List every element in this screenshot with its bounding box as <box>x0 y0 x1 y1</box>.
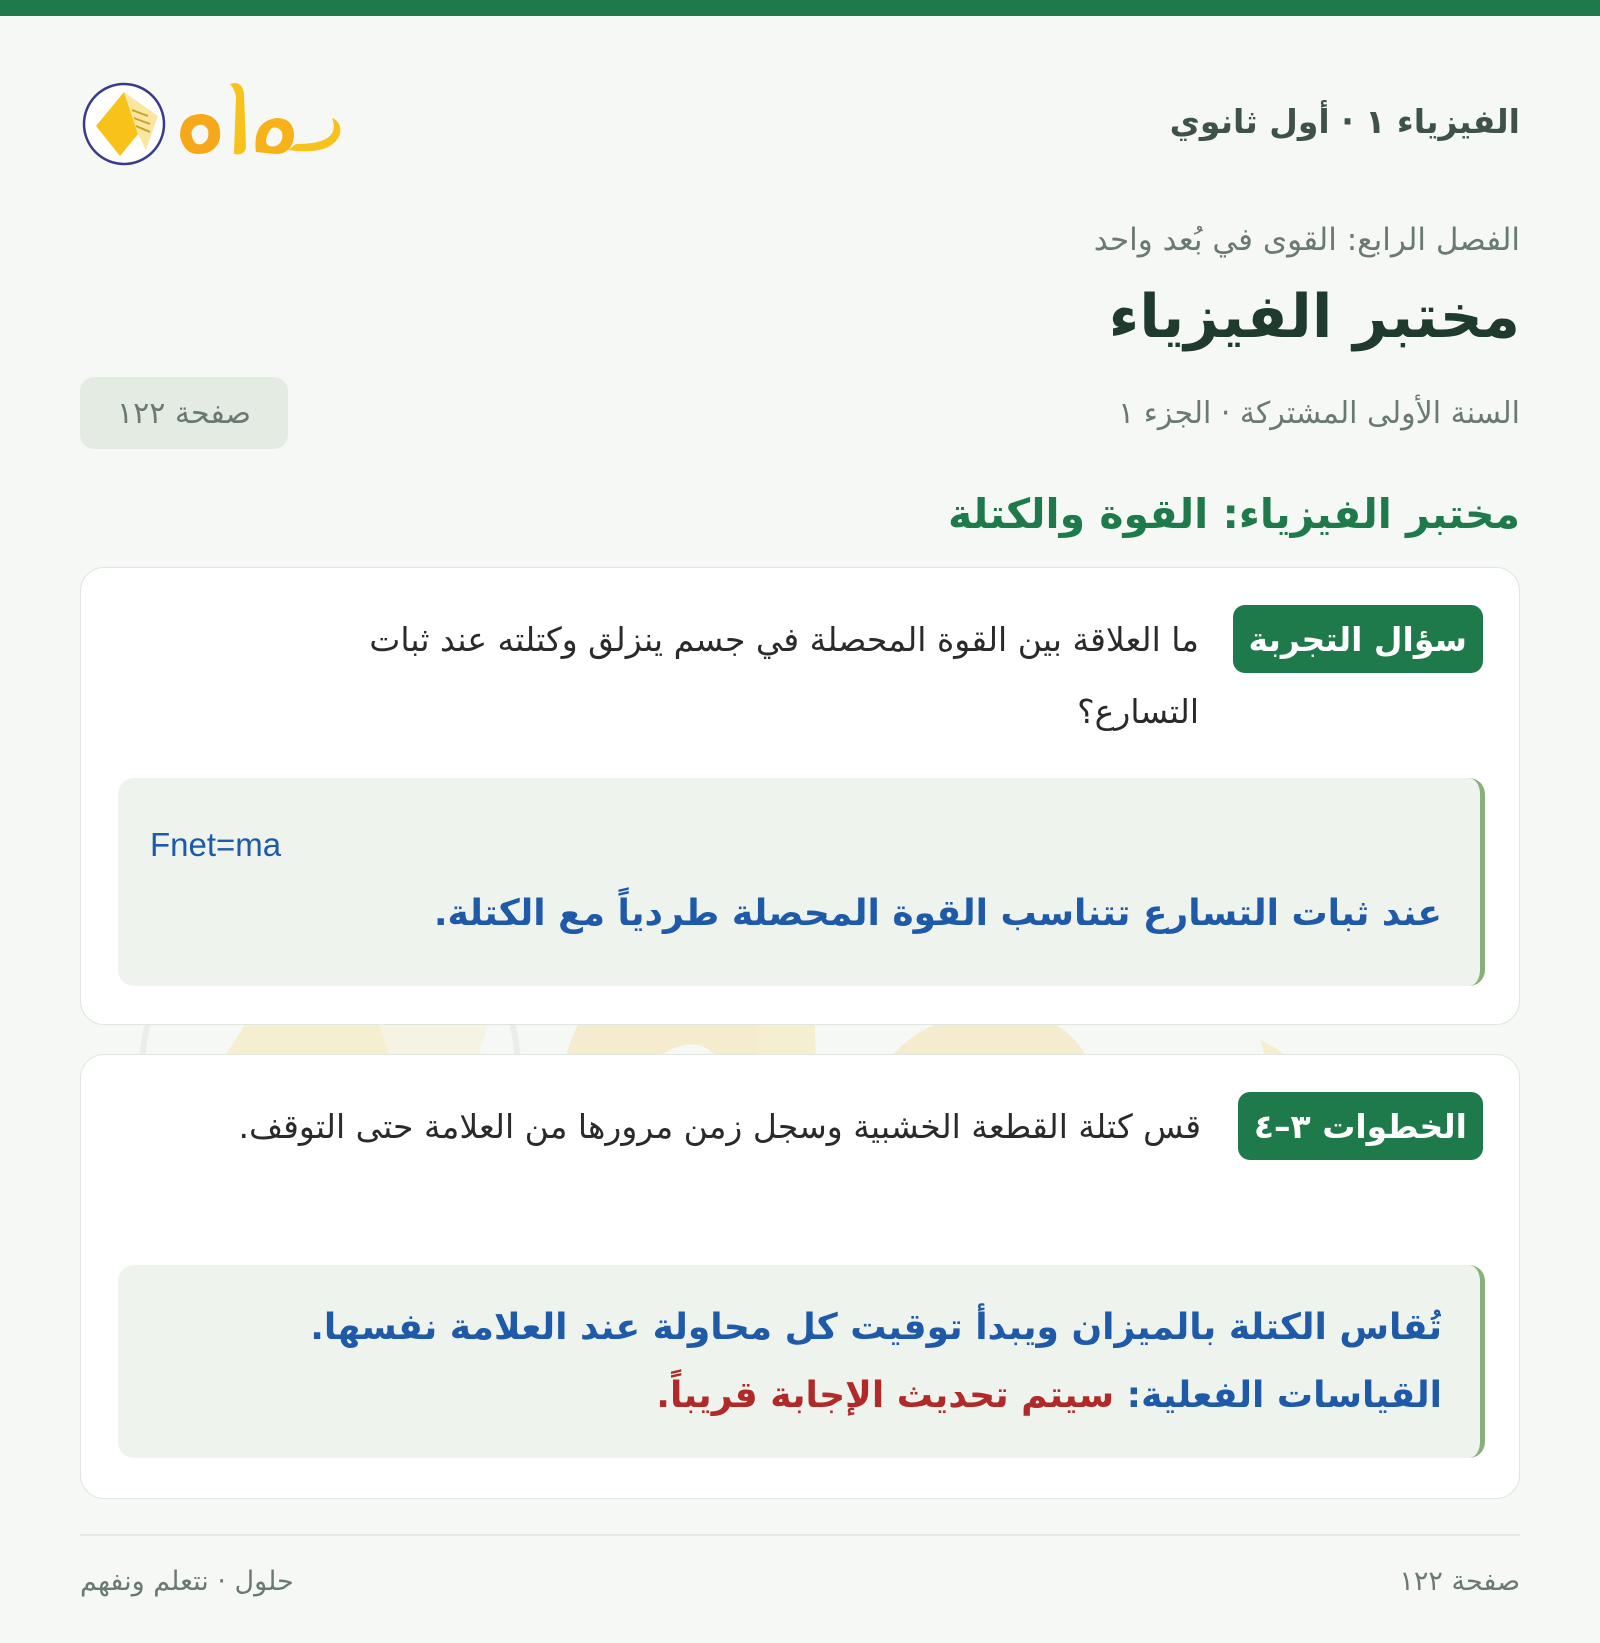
book-icon <box>84 84 164 164</box>
measurements-label: القياسات الفعلية: <box>1114 1375 1442 1416</box>
formula: Fnet=ma <box>150 826 282 863</box>
measurements-line <box>656 1375 1442 1416</box>
hulul-logo <box>80 64 360 184</box>
logo-wordmark <box>180 83 340 154</box>
answer-box <box>118 1265 1485 1458</box>
pending-answer-note: سيتم تحديث الإجابة قريباً. <box>656 1375 1115 1416</box>
page-number-badge: صفحة ١٢٢ <box>80 377 288 449</box>
page-title: مختبر الفيزياء <box>1108 282 1520 352</box>
section-heading: مختبر الفيزياء: القوة والكتلة <box>947 490 1520 538</box>
top-accent-bar <box>0 0 1600 16</box>
question-tag: سؤال التجربة <box>1233 605 1483 673</box>
question-card <box>80 567 1520 1025</box>
book-title: الفيزياء ١ · أول ثانوي <box>1169 102 1520 141</box>
footer-divider <box>80 1534 1520 1536</box>
page-header <box>80 64 1520 184</box>
chapter-subtitle: الفصل الرابع: القوى في بُعد واحد <box>1093 222 1520 258</box>
answer-box <box>118 778 1485 986</box>
answer-text: عند ثبات التسارع تتناسب القوة المحصلة طردياً مع الكتلة. <box>433 893 1442 934</box>
footer-brand: حلول · نتعلم ونفهم <box>80 1566 294 1597</box>
footer-page-number: صفحة ١٢٢ <box>1399 1566 1520 1597</box>
steps-text: قس كتلة القطعة الخشبية وسجل زمن مرورها من العلامة حتى التوقف. <box>238 1107 1201 1146</box>
answer-text: تُقاس الكتلة بالميزان ويبدأ توقيت كل محاولة عند العلامة نفسها. <box>310 1307 1442 1348</box>
course-meta: السنة الأولى المشتركة · الجزء ١ <box>1118 396 1520 431</box>
steps-card <box>80 1054 1520 1499</box>
question-text: ما العلاقة بين القوة المحصلة في جسم ينزلق وكتلته عند ثبات التسارع؟ <box>369 620 1199 731</box>
steps-tag: الخطوات ٣–٤ <box>1238 1092 1483 1160</box>
